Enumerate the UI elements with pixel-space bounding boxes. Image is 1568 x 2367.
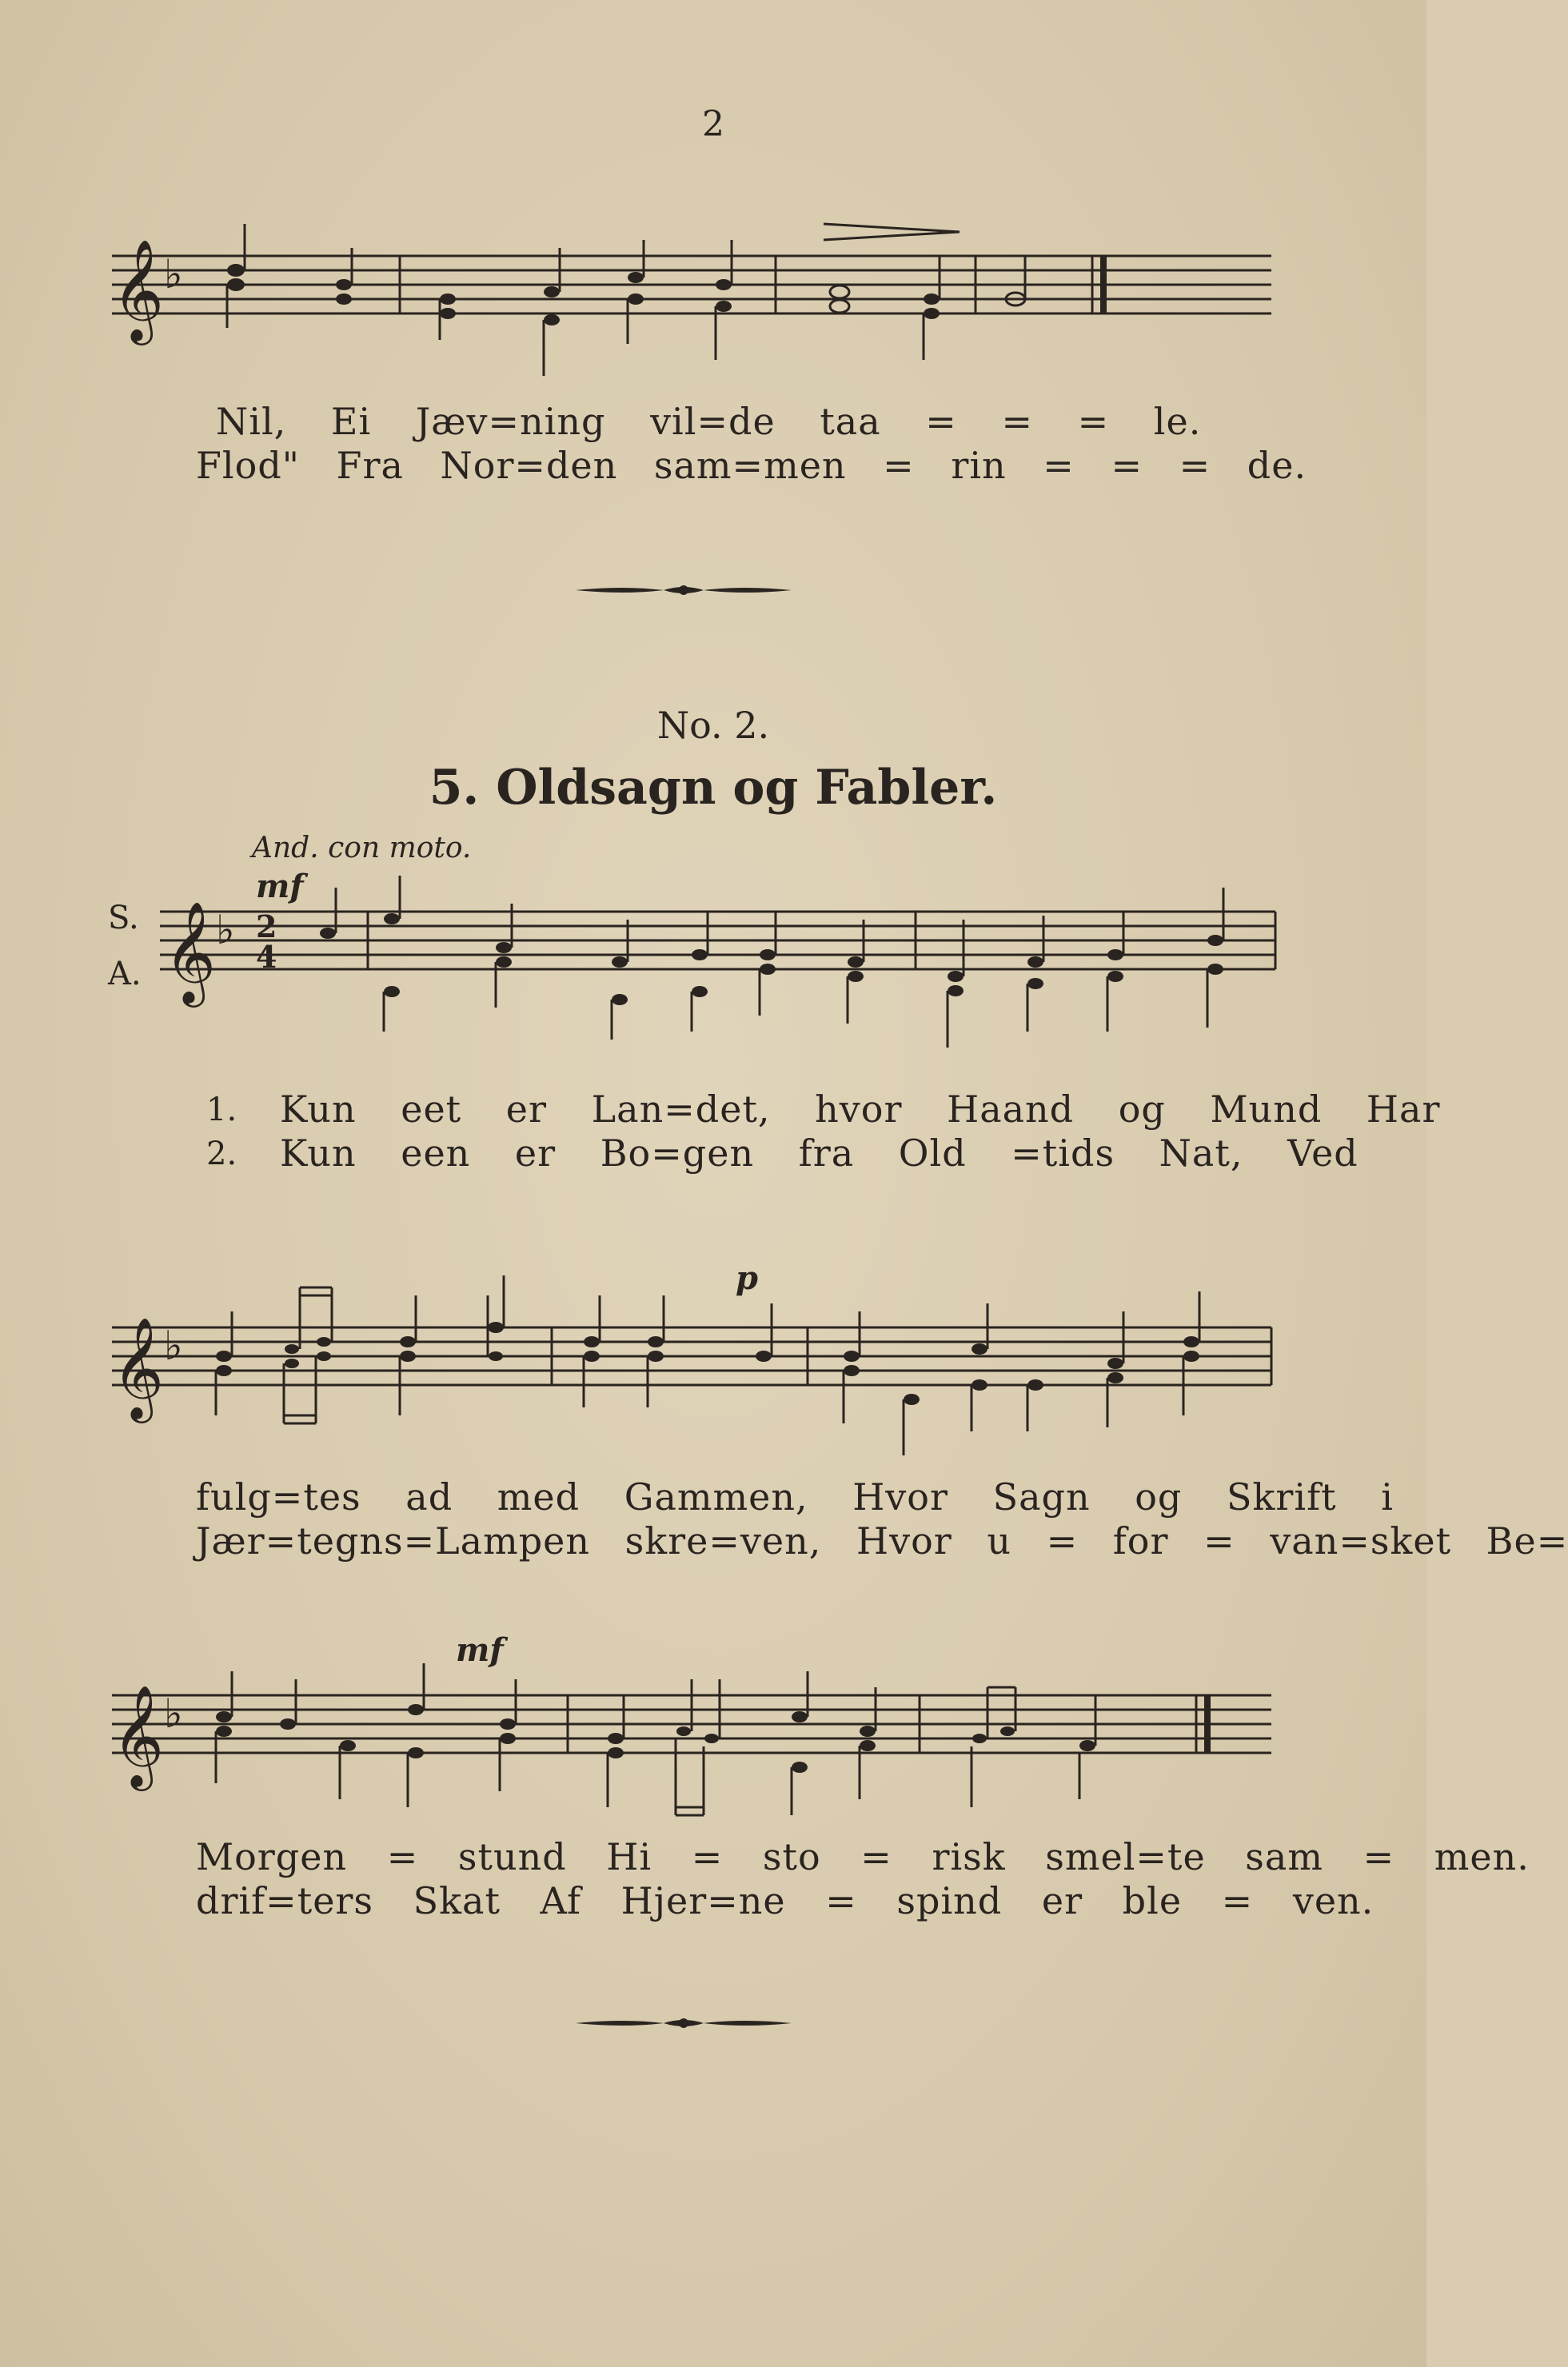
svg-text:𝄞: 𝄞	[112, 1684, 165, 1786]
system-3-verse-2-lyrics: Jær=tegns=Lampen skre=ven, Hvor u = for = van=sket Be=	[196, 1519, 1568, 1563]
system-4-verse-1-lyrics: Morgen = stund Hi = sto = risk smel=te sam = men.	[196, 1835, 1530, 1878]
ornament-divider-1	[576, 582, 792, 598]
dynamic-mf: mf	[456, 1631, 504, 1669]
system-2-verse-1-number: 1.	[206, 1092, 237, 1128]
svg-text:♭: ♭	[216, 907, 235, 953]
tempo-marking: And. con moto.	[252, 832, 472, 864]
svg-text:♭: ♭	[164, 1323, 183, 1369]
system-2-verse-2-number: 2.	[206, 1136, 237, 1172]
svg-text:𝄞: 𝄞	[164, 900, 217, 1003]
staff-system-1	[104, 208, 1279, 384]
svg-text:𝄞: 𝄞	[112, 238, 165, 341]
svg-text:𝄞: 𝄞	[112, 1316, 165, 1419]
staff-system-2	[160, 888, 1279, 1064]
svg-text:♭: ♭	[164, 1690, 183, 1737]
time-signature-bottom: 4	[256, 939, 277, 975]
staff-system-4	[104, 1671, 1279, 1847]
staff-system-3	[104, 1295, 1279, 1471]
system-1-lyrics-line-2: Flod" Fra Nor=den sam=men = rin = = = de.	[196, 444, 1307, 487]
time-signature-top: 2	[256, 908, 277, 944]
song-title: 5. Oldsagn og Fabler.	[429, 760, 998, 816]
voice-label-soprano: S.	[108, 900, 139, 936]
system-2-verse-2-lyrics: Kun een er Bo=gen fra Old =tids Nat, Ved	[280, 1132, 1359, 1175]
dynamic-p: p	[736, 1259, 758, 1297]
page-number: 2	[702, 104, 724, 145]
system-3-verse-1-lyrics: fulg=tes ad med Gammen, Hvor Sagn og Skrift i	[196, 1475, 1394, 1519]
ornament-divider-2	[576, 2015, 792, 2031]
svg-text:♭: ♭	[164, 251, 183, 297]
song-number-label: No. 2.	[656, 704, 770, 747]
voice-label-alto: A.	[108, 956, 142, 992]
system-2-verse-1-lyrics: Kun eet er Lan=det, hvor Haand og Mund Har	[280, 1088, 1441, 1131]
system-4-verse-2-lyrics: drif=ters Skat Af Hjer=ne = spind er ble = ven.	[196, 1879, 1374, 1922]
dynamic-mf-start: mf	[256, 868, 304, 905]
system-1-lyrics-line-1: Nil, Ei Jæv=ning vil=de taa = = = le.	[216, 400, 1202, 443]
